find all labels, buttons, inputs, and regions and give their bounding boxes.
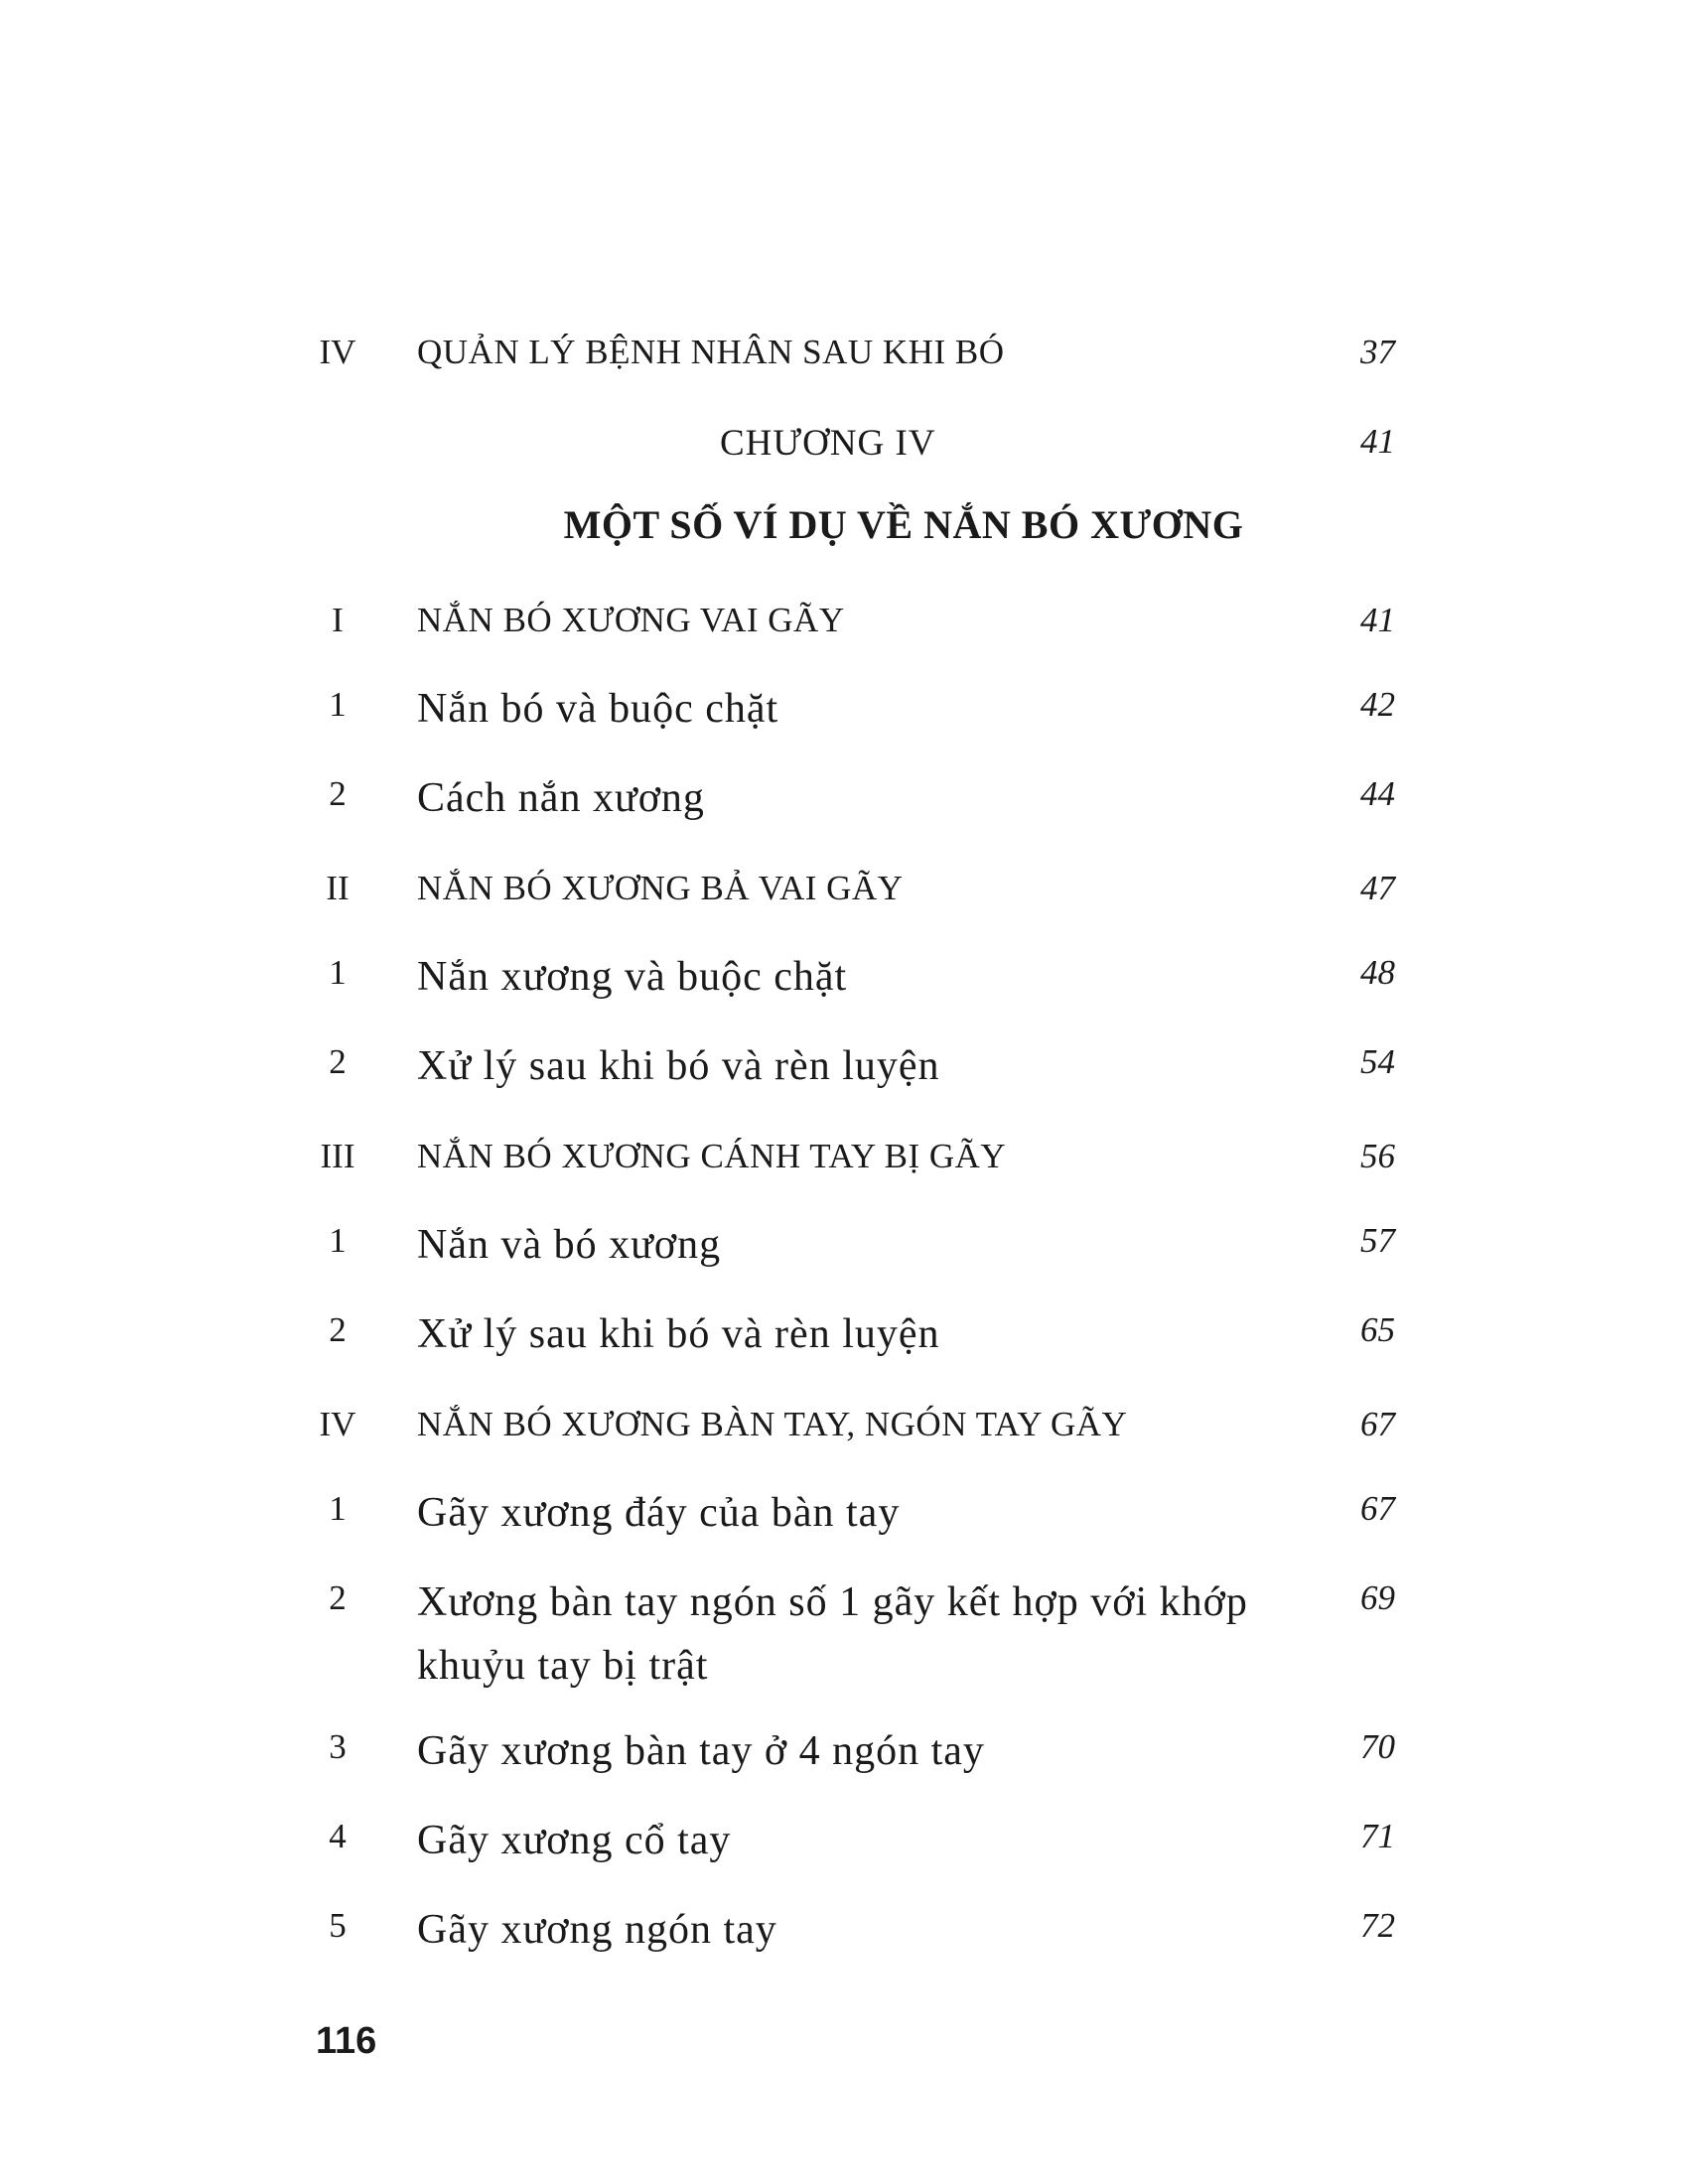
toc-entry-page: 67 <box>1360 1405 1395 1443</box>
toc-entry-page: 56 <box>1360 1137 1395 1175</box>
toc-entry-number: 1 <box>329 1221 347 1260</box>
toc-entry-number: IV <box>319 1405 356 1443</box>
toc-entry-title: Gãy xương đáy của bàn tay <box>417 1490 901 1536</box>
toc-entry-title: Cách nắn xương <box>417 775 705 821</box>
toc-entry-title: Nắn bó và buộc chặt <box>417 686 779 732</box>
toc-entry-page: 47 <box>1360 869 1395 907</box>
chapter-label: CHƯƠNG IV <box>720 423 936 464</box>
toc-entry-number: 5 <box>329 1906 347 1945</box>
toc-entry-page: 65 <box>1360 1310 1395 1349</box>
toc-entry-title: NẮN BÓ XƯƠNG VAI GÃY <box>417 601 845 639</box>
toc-entry-number: 2 <box>329 1042 347 1081</box>
toc-entry-title: Xử lý sau khi bó và rèn luyện <box>417 1311 940 1357</box>
toc-entry-title: QUẢN LÝ BỆNH NHÂN SAU KHI BÓ <box>417 333 1005 371</box>
toc-entry-page: 42 <box>1360 685 1395 724</box>
toc-entry-page: 37 <box>1360 333 1395 371</box>
toc-entry-title: Gãy xương bàn tay ở 4 ngón tay <box>417 1728 985 1774</box>
toc-entry-page: 67 <box>1360 1489 1395 1528</box>
toc-entry-title: Nắn xương và buộc chặt <box>417 954 848 1000</box>
toc-entry-page: 70 <box>1360 1727 1395 1766</box>
toc-entry-title: Gãy xương ngón tay <box>417 1907 777 1953</box>
toc-entry-title: Xử lý sau khi bó và rèn luyện <box>417 1043 940 1089</box>
toc-entry-page: 48 <box>1360 953 1395 992</box>
toc-entry-page: 54 <box>1360 1042 1395 1081</box>
toc-entry-number: 2 <box>329 774 347 813</box>
toc-entry-number: 4 <box>329 1817 347 1855</box>
toc-entry-number: 1 <box>329 953 347 992</box>
toc-entry-title: NẮN BÓ XƯƠNG BÀN TAY, NGÓN TAY GÃY <box>417 1405 1128 1443</box>
toc-entry-number: III <box>320 1137 355 1175</box>
toc-entry-number: 1 <box>329 1489 347 1528</box>
toc-entry-page: 57 <box>1360 1221 1395 1260</box>
toc-entry-number: 2 <box>329 1578 347 1617</box>
toc-entry-number: 2 <box>329 1310 347 1349</box>
toc-entry-title: Nắn và bó xương <box>417 1222 722 1268</box>
toc-entry-title: NẮN BÓ XƯƠNG BẢ VAI GÃY <box>417 869 904 907</box>
toc-entry-number: 1 <box>329 685 347 724</box>
toc-entry-page: 69 <box>1360 1578 1395 1617</box>
chapter-page: 41 <box>1360 422 1395 461</box>
toc-entry-page: 72 <box>1360 1906 1395 1945</box>
toc-entry-number: I <box>332 601 344 639</box>
toc-entry-title: NẮN BÓ XƯƠNG CÁNH TAY BỊ GÃY <box>417 1137 1007 1175</box>
toc-entry-number: IV <box>319 333 356 371</box>
toc-entry-number: 3 <box>329 1727 347 1766</box>
toc-entry-page: 71 <box>1360 1817 1395 1855</box>
chapter-title: MỘT SỐ VÍ DỤ VỀ NẮN BÓ XƯƠNG <box>563 502 1244 547</box>
page-number: 116 <box>316 2020 377 2062</box>
toc-entry-page: 44 <box>1360 774 1395 813</box>
toc-entry-title: Gãy xương cổ tay <box>417 1818 732 1863</box>
toc-entry-page: 41 <box>1360 601 1395 639</box>
toc-entry-title: Xương bàn tay ngón số 1 gãy kết hợp với khớp khuỷu tay bị trật <box>417 1579 1248 1689</box>
toc-entry-number: II <box>326 869 350 907</box>
